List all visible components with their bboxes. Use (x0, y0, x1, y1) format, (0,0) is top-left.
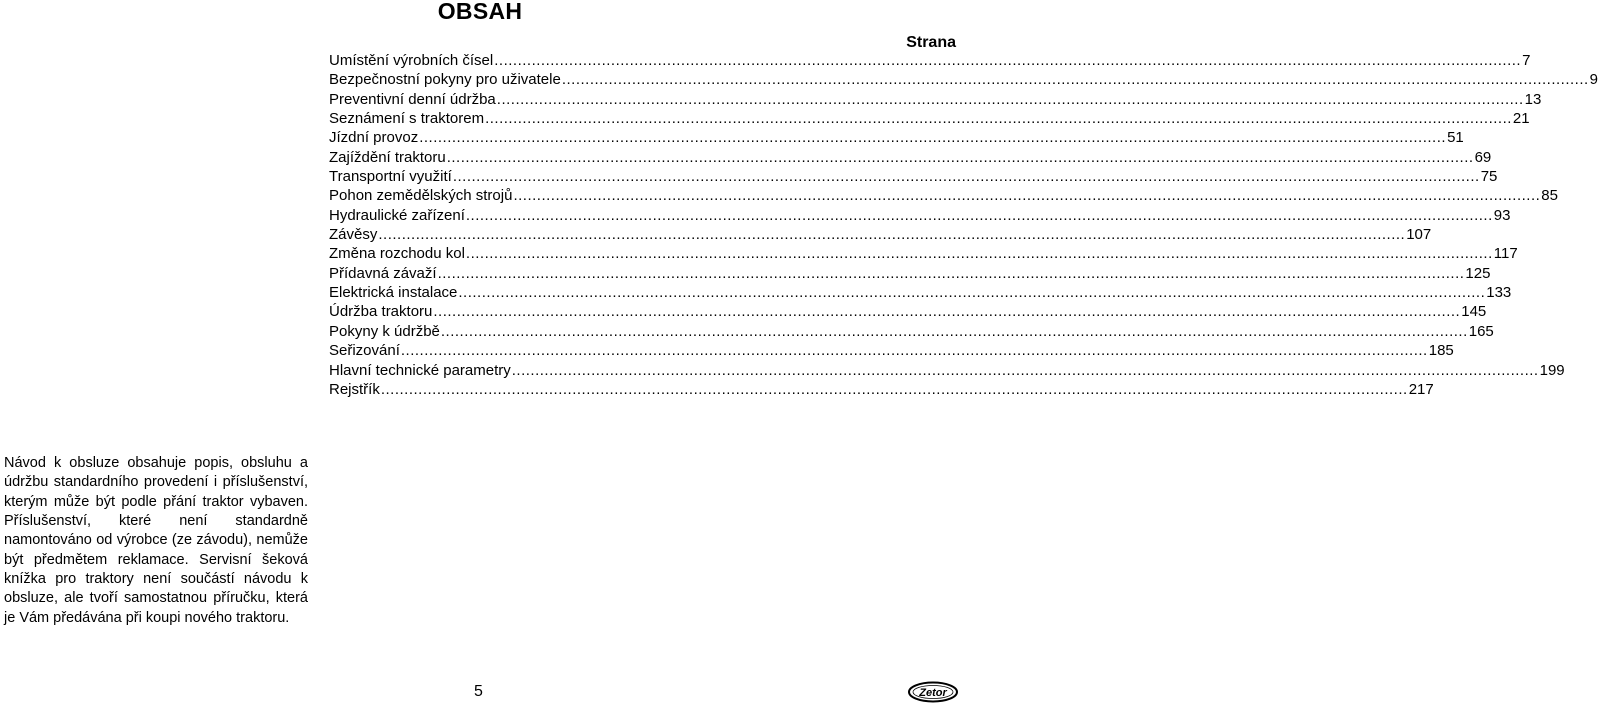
toc-entry-page: 125 (1465, 264, 1491, 282)
toc-entry-page: 117 (1493, 245, 1518, 263)
toc-dot-leader: ............................................................................................................................................................................................................................ (511, 361, 1539, 379)
toc-entry-page: 217 (1408, 380, 1434, 398)
toc-entry-page: 85 (1541, 187, 1558, 205)
toc-entry (329, 225, 1432, 244)
page-number: 5 (474, 683, 483, 700)
toc-dot-leader: ............................................................................................................................................................................................................................ (561, 71, 1589, 89)
toc-entry-page: 165 (1468, 322, 1494, 340)
toc-dot-leader: ............................................................................................................................................................................................................................ (513, 187, 1541, 205)
toc-dot-leader: ............................................................................................................................................................................................................................ (400, 342, 1428, 360)
toc-entry-page: 51 (1447, 129, 1464, 147)
toc-entry (329, 244, 1518, 263)
toc-entry (329, 186, 1558, 205)
toc-entry-label: Preventivní denní údržba (329, 90, 496, 108)
toc-dot-leader: ............................................................................................................................................................................................................................ (465, 245, 1493, 263)
toc-entry-label: Seznámení s traktorem (329, 110, 485, 128)
toc-entry (329, 70, 1598, 89)
toc-dot-leader: ............................................................................................................................................................................................................................ (485, 110, 1512, 128)
toc-entry-page: 199 (1539, 361, 1565, 379)
toc-entry (329, 51, 1531, 70)
toc-entry-label: Přídavná závaží (329, 264, 437, 282)
toc-entry-label: Transportní využití (329, 168, 452, 186)
toc-entry (329, 109, 1530, 128)
toc-entry (329, 90, 1542, 109)
toc-entry-page: 9 (1589, 71, 1598, 89)
toc-entry-page: 75 (1480, 168, 1498, 186)
toc-entry-label: Elektrická instalace (329, 284, 458, 302)
toc-dot-leader: ............................................................................................................................................................................................................................ (378, 226, 1406, 244)
toc-entry-page: 145 (1461, 303, 1487, 321)
toc-entry-label: Pokyny k údržbě (329, 322, 440, 340)
toc-entry-label: Zajíždění traktoru (329, 148, 446, 166)
toc-entry-label: Změna rozchodu kol (329, 245, 465, 263)
toc-entry (329, 361, 1565, 380)
toc-entry (329, 322, 1494, 341)
toc-entry-label: Jízdní provoz (329, 129, 419, 147)
page-title: OBSAH (437, 0, 523, 24)
manual-note: Návod k obsluze obsahuje popis, obsluhu a údržbu standardního provedení i příslušenství, kterým může být podle přání traktor vybaven. Příslušenství, které není standardně namontováno od výrobce (ze závodu), nemůže být předmětem reklamace. Servisní šeková knížka pro traktory není součástí návodu k obsluze, ale tvoří samostatnou příručku, která je Vám předávána při koupi nového traktoru. (4, 455, 308, 626)
toc-entry-page: 69 (1474, 148, 1492, 166)
toc-entry-label: Bezpečnostní pokyny pro uživatele (329, 71, 561, 89)
toc-entry (329, 128, 1464, 147)
toc-entry-label: Hlavní technické parametry (329, 361, 511, 379)
toc-entry (329, 148, 1492, 167)
toc-entry (329, 206, 1511, 225)
toc-entry-page: 107 (1406, 226, 1432, 244)
toc-dot-leader: ............................................................................................................................................................................................................................ (446, 148, 1474, 166)
toc-dot-leader: ............................................................................................................................................................................................................................ (419, 129, 1447, 147)
toc-entry (329, 167, 1498, 186)
toc-entry-page: 21 (1512, 110, 1530, 128)
table-of-contents (329, 51, 1598, 399)
toc-dot-leader: ............................................................................................................................................................................................................................ (437, 264, 1465, 282)
toc-entry-label: Pohon zemědělských strojů (329, 187, 513, 205)
toc-entry-label: Závěsy (329, 226, 378, 244)
toc-entry (329, 341, 1454, 360)
toc-entry-page: 185 (1428, 342, 1454, 360)
toc-entry-label: Umístění výrobních čísel (329, 52, 494, 69)
toc-dot-leader: ............................................................................................................................................................................................................................ (440, 322, 1468, 340)
toc-entry (329, 283, 1512, 302)
page-column-header: Strana (906, 34, 956, 51)
toc-dot-leader: ............................................................................................................................................................................................................................ (465, 206, 1493, 224)
toc-entry-label: Rejstřík (329, 380, 380, 398)
toc-entry-page: 133 (1486, 284, 1512, 302)
toc-entry-page: 93 (1493, 206, 1511, 224)
logo-text: Zetor (919, 687, 947, 699)
toc-entry-page: 13 (1524, 90, 1542, 108)
toc-entry-page: 7 (1522, 52, 1531, 69)
toc-dot-leader: ............................................................................................................................................................................................................................ (452, 168, 1480, 186)
toc-dot-leader: ............................................................................................................................................................................................................................ (380, 380, 1408, 398)
toc-entry (329, 380, 1434, 399)
toc-entry (329, 302, 1487, 321)
toc-dot-leader: ............................................................................................................................................................................................................................ (433, 303, 1461, 321)
toc-dot-leader: ............................................................................................................................................................................................................................ (494, 52, 1522, 69)
toc-entry (329, 264, 1491, 283)
toc-dot-leader: ............................................................................................................................................................................................................................ (496, 90, 1524, 108)
zetor-logo-icon (908, 681, 958, 703)
toc-entry-label: Údržba traktoru (329, 303, 433, 321)
toc-dot-leader: ............................................................................................................................................................................................................................ (458, 284, 1486, 302)
toc-entry-label: Hydraulické zařízení (329, 206, 465, 224)
toc-entry-label: Seřizování (329, 342, 400, 360)
